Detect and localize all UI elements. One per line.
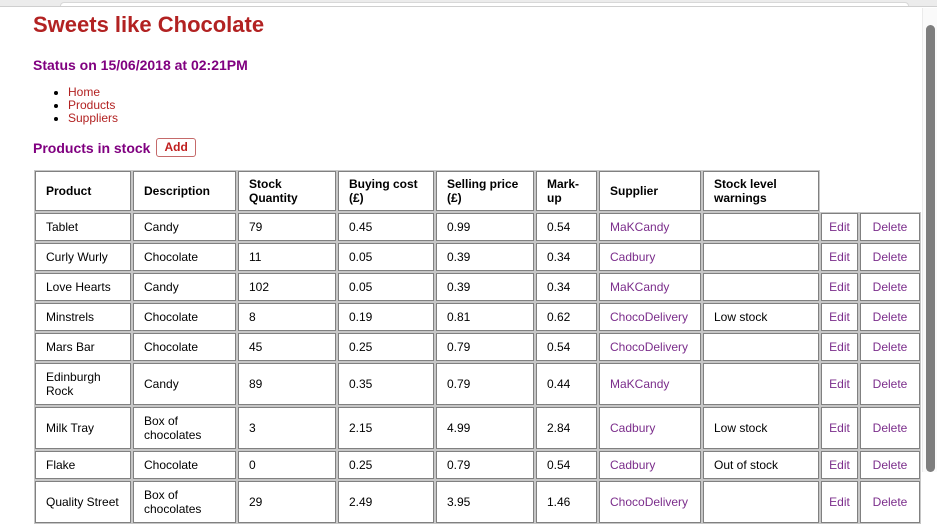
products-tbody [35,213,920,523]
supplier-link[interactable]: ChocoDelivery [610,495,689,509]
cell-delete [860,481,920,523]
cell-product: Love Hearts [35,273,131,301]
cell-supplier [599,273,701,301]
delete-link[interactable]: Delete [872,220,908,234]
edit-link[interactable]: Edit [829,458,850,472]
cell-mark-up: 2.84 [536,407,597,449]
cell-selling-price: 0.99 [436,213,534,241]
cell-description: Box of chocolates [133,481,236,523]
cell-buying-cost: 2.49 [338,481,434,523]
cell-description: Box of chocolates [133,407,236,449]
cell-edit [821,243,858,271]
cell-delete [860,213,920,241]
cell-product: Tablet [35,213,131,241]
cell-description: Chocolate [133,333,236,361]
browser-chrome-field [60,2,909,6]
cell-mark-up: 0.54 [536,333,597,361]
cell-selling-price: 0.81 [436,303,534,331]
cell-stock-quantity: 102 [238,273,336,301]
add-button[interactable]: Add [156,138,195,157]
col-header-stock-quantity: Stock Quantity [238,171,336,211]
col-header-product: Product [35,171,131,211]
edit-link[interactable]: Edit [829,340,850,354]
cell-stock-warning [703,213,819,241]
cell-description: Candy [133,213,236,241]
table-row [35,333,920,361]
table-row [35,451,920,479]
cell-product: Milk Tray [35,407,131,449]
cell-stock-quantity: 89 [238,363,336,405]
cell-description: Chocolate [133,243,236,271]
supplier-link[interactable]: MaKCandy [610,280,670,294]
col-header-selling-price: Selling price (£) [436,171,534,211]
cell-buying-cost: 0.19 [338,303,434,331]
cell-delete [860,303,920,331]
cell-buying-cost: 0.25 [338,451,434,479]
supplier-link[interactable]: Cadbury [610,458,656,472]
col-header-supplier: Supplier [599,171,701,211]
cell-selling-price: 3.95 [436,481,534,523]
cell-edit [821,451,858,479]
cell-mark-up: 0.62 [536,303,597,331]
edit-link[interactable]: Edit [829,280,850,294]
page-title: Sweets like Chocolate [33,12,265,37]
header-spacer [821,171,858,211]
supplier-link[interactable]: Cadbury [610,421,656,435]
cell-mark-up: 0.54 [536,451,597,479]
cell-mark-up: 1.46 [536,481,597,523]
cell-mark-up: 0.34 [536,273,597,301]
cell-selling-price: 0.79 [436,363,534,405]
cell-edit [821,363,858,405]
table-row [35,481,920,523]
cell-supplier [599,363,701,405]
delete-link[interactable]: Delete [872,458,908,472]
cell-stock-quantity: 8 [238,303,336,331]
cell-selling-price: 0.79 [436,333,534,361]
cell-supplier [599,303,701,331]
cell-buying-cost: 0.45 [338,213,434,241]
edit-link[interactable]: Edit [829,495,850,509]
cell-supplier [599,451,701,479]
nav-link-products[interactable]: Products [68,98,116,112]
cell-delete [860,451,920,479]
cell-delete [860,333,920,361]
header-spacer [860,171,920,211]
nav-list [33,86,904,125]
cell-selling-price: 0.39 [436,243,534,271]
cell-selling-price: 4.99 [436,407,534,449]
supplier-link[interactable]: ChocoDelivery [610,310,689,324]
cell-stock-quantity: 79 [238,213,336,241]
supplier-link[interactable]: Cadbury [610,250,656,264]
supplier-link[interactable]: ChocoDelivery [610,340,689,354]
col-header-description: Description [133,171,236,211]
supplier-link[interactable]: MaKCandy [610,220,670,234]
edit-link[interactable]: Edit [829,421,850,435]
edit-link[interactable]: Edit [829,310,850,324]
nav-item [68,112,904,125]
cell-product: Mars Bar [35,333,131,361]
cell-supplier [599,481,701,523]
delete-link[interactable]: Delete [872,250,908,264]
edit-link[interactable]: Edit [829,377,850,391]
browser-chrome-bar [0,0,937,7]
nav-item [68,86,904,99]
edit-link[interactable]: Edit [829,220,850,234]
cell-stock-quantity: 29 [238,481,336,523]
cell-delete [860,243,920,271]
cell-stock-warning [703,243,819,271]
cell-buying-cost: 2.15 [338,407,434,449]
cell-supplier [599,243,701,271]
cell-stock-quantity: 3 [238,407,336,449]
cell-product: Edinburgh Rock [35,363,131,405]
delete-link[interactable]: Delete [872,421,908,435]
table-row [35,303,920,331]
cell-supplier [599,407,701,449]
cell-stock-warning: Out of stock [703,451,819,479]
cell-stock-warning: Low stock [703,407,819,449]
cell-buying-cost: 0.05 [338,243,434,271]
cell-product: Minstrels [35,303,131,331]
nav-link-suppliers[interactable]: Suppliers [68,111,119,125]
cell-stock-warning [703,481,819,523]
delete-link[interactable]: Delete [872,310,908,324]
edit-link[interactable]: Edit [829,250,850,264]
cell-edit [821,481,858,523]
cell-delete [860,273,920,301]
cell-buying-cost: 0.05 [338,273,434,301]
cell-supplier [599,333,701,361]
cell-product: Quality Street [35,481,131,523]
col-header-buying-cost: Buying cost (£) [338,171,434,211]
cell-product: Curly Wurly [35,243,131,271]
cell-stock-warning [703,273,819,301]
cell-buying-cost: 0.35 [338,363,434,405]
delete-link[interactable]: Delete [872,280,908,294]
col-header-stock-warnings: Stock level warnings [703,171,819,211]
cell-description: Chocolate [133,303,236,331]
cell-description: Candy [133,363,236,405]
cell-stock-warning: Low stock [703,303,819,331]
cell-edit [821,407,858,449]
cell-delete [860,407,920,449]
cell-mark-up: 0.34 [536,243,597,271]
cell-stock-warning [703,333,819,361]
products-table [33,169,922,525]
vertical-scrollbar-thumb[interactable] [926,25,935,472]
section-heading: Products in stock [33,139,151,156]
cell-edit [821,213,858,241]
table-row [35,407,920,449]
cell-mark-up: 0.54 [536,213,597,241]
cell-delete [860,363,920,405]
cell-description: Candy [133,273,236,301]
cell-stock-quantity: 11 [238,243,336,271]
supplier-link[interactable]: MaKCandy [610,377,670,391]
table-row [35,243,920,271]
cell-edit [821,333,858,361]
col-header-mark-up: Mark-up [536,171,597,211]
vertical-scrollbar-track[interactable] [922,8,937,472]
cell-buying-cost: 0.25 [338,333,434,361]
cell-supplier [599,213,701,241]
delete-link[interactable]: Delete [872,377,908,391]
cell-edit [821,303,858,331]
table-row [35,363,920,405]
table-row [35,273,920,301]
cell-stock-quantity: 45 [238,333,336,361]
cell-product: Flake [35,451,131,479]
status-heading: Status on 15/06/2018 at 02:21PM [33,57,248,73]
delete-link[interactable]: Delete [872,495,908,509]
cell-stock-quantity: 0 [238,451,336,479]
table-header-row [35,171,920,211]
section-header-row [33,138,904,157]
table-row [35,213,920,241]
nav-link-home[interactable]: Home [68,85,101,99]
cell-selling-price: 0.39 [436,273,534,301]
cell-edit [821,273,858,301]
nav-item [68,99,904,112]
cell-selling-price: 0.79 [436,451,534,479]
delete-link[interactable]: Delete [872,340,908,354]
cell-mark-up: 0.44 [536,363,597,405]
cell-description: Chocolate [133,451,236,479]
cell-stock-warning [703,363,819,405]
